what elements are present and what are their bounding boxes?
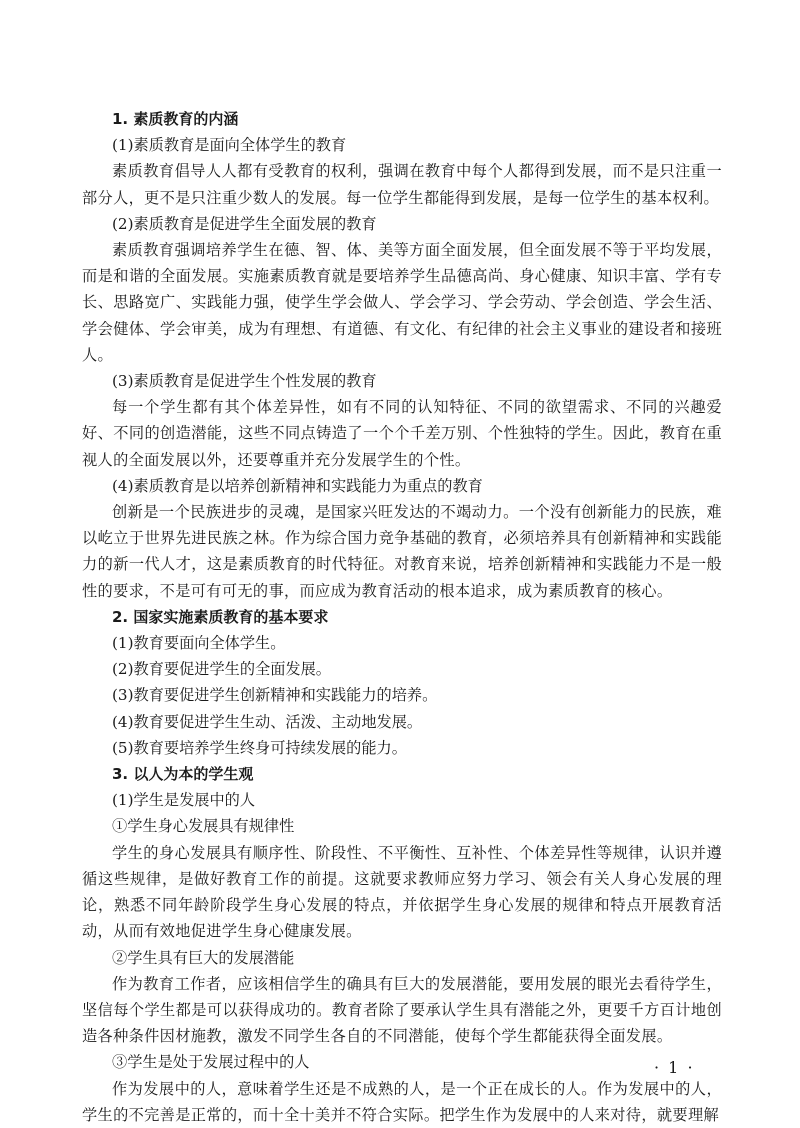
subheading: ①学生身心发展具有规律性 bbox=[112, 817, 295, 836]
subheading: (2)素质教育是促进学生全面发展的教育 bbox=[112, 214, 377, 233]
paragraph: 作为发展中的人，意味着学生还是不成熟的人，是一个正在成长的人。作为发展中的人，学生的不完善是正常的，而十全十美并不符合实际。把学生作为发展中的人来对待，就要理解 bbox=[82, 1079, 722, 1124]
paragraph: 创新是一个民族进步的灵魂，是国家兴旺发达的不竭动力。一个没有创新能力的民族，难以屹立于世界先进民族之林。作为综合国力竞争基础的教育，必须培养具有创新精神和实践能力的新一代人才，这是素质教育的时代特征。对教育来说，培养创新精神和实践能力不是一般性的要求，不是可有可无的事，而应成为教育活动的根本追求，成为素质教育的核心。 bbox=[82, 503, 722, 600]
paragraph: 学生的身心发展具有顺序性、阶段性、不平衡性、互补性、个体差异性等规律，认识并遵循这些规律，是做好教育工作的前提。这就要求教师应努力学习、领会有关人身心发展的理论，熟悉不同年龄阶段学生身心发展的特点，并依据学生身心发展的规律和特点开展教育活动，从而有效地促进学生身心健康发展。 bbox=[82, 843, 722, 941]
list-item: (2)教育要促进学生的全面发展。 bbox=[112, 660, 331, 679]
subheading: (4)素质教育是以培养创新精神和实践能力为重点的教育 bbox=[112, 476, 483, 495]
paragraph: 作为教育工作者，应该相信学生的确具有巨大的发展潜能，要用发展的眼光去看待学生，坚信每个学生都是可以获得成功的。教育者除了要承认学生具有潜能之外，更要千方百计地创造各种条件因材施教，激发不同学生各自的不同潜能，使每个学生都能获得全面发展。 bbox=[82, 974, 722, 1046]
section-heading: 1. 素质教育的内涵 bbox=[112, 110, 239, 128]
list-item: (4)教育要促进学生生动、活泼、主动地发展。 bbox=[112, 712, 423, 731]
paragraph: 每一个学生都有其个体差异性，如有不同的认知特征、不同的欲望需求、不同的兴趣爱好、不同的创造潜能，这些不同点铸造了一个个千差万别、个性独特的学生。因此，教育在重视人的全面发展以外，还要尊重并充分发展学生的个性。 bbox=[82, 398, 722, 469]
list-item: (5)教育要培养学生终身可持续发展的能力。 bbox=[112, 738, 407, 757]
subheading: (1)素质教育是面向全体学生的教育 bbox=[112, 136, 347, 155]
subheading: ②学生具有巨大的发展潜能 bbox=[112, 948, 295, 967]
page-number: · 1 · bbox=[654, 1058, 695, 1077]
section-heading: 2. 国家实施素质教育的基本要求 bbox=[112, 607, 329, 626]
list-item: (3)教育要促进学生创新精神和实践能力的培养。 bbox=[112, 686, 438, 705]
paragraph: 素质教育强调培养学生在德、智、体、美等方面全面发展，但全面发展不等于平均发展，而是和谐的全面发展。实施素质教育就是要培养学生品德高尚、身心健康、知识丰富、学有专长、思路宽广、实践能力强，使学生学会做人、学会学习、学会劳动、学会创造、学会生活、学会健体、学会审美，成为有理想、有道德、有文化、有纪律的社会主义事业的建设者和接班人。 bbox=[82, 241, 722, 364]
page-body bbox=[82, 106, 722, 1128]
list-item: (1)教育要面向全体学生。 bbox=[112, 634, 286, 653]
subheading: (3)素质教育是促进学生个性发展的教育 bbox=[112, 372, 377, 391]
subheading: ③学生是处于发展过程中的人 bbox=[112, 1053, 310, 1072]
paragraph: 素质教育倡导人人都有受教育的权利，强调在教育中每个人都得到发展，而不是只注重一部分人，更不是只注重少数人的发展。每一位学生都能得到发展，是每一位学生的基本权利。 bbox=[82, 162, 722, 207]
subheading: (1)学生是发展中的人 bbox=[112, 791, 256, 810]
section-heading: 3. 以人为本的学生观 bbox=[112, 765, 254, 784]
